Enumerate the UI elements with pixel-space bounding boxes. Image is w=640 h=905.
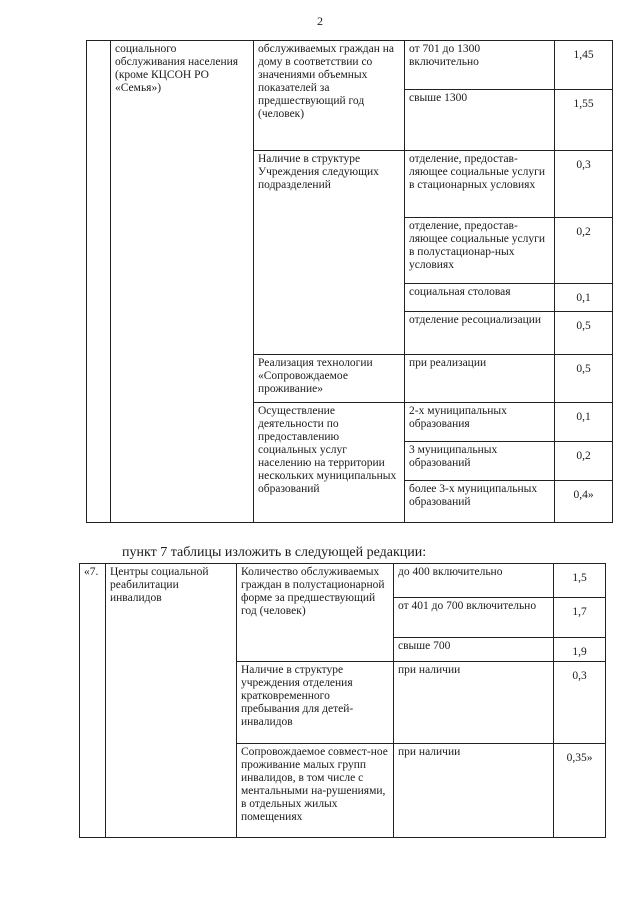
condition-cell: от 401 до 700 включительно — [394, 598, 554, 638]
criterion-cell: Сопровождаемое совмест-ное проживание малых групп инвалидов, в том числе с ментальными на-рушениями, в отдельных жилых помещениях — [237, 744, 394, 838]
condition-cell: при наличии — [394, 662, 554, 744]
criterion-cell: обслуживаемых граждан на дому в соответствии со значениями объемных показателей за предшествующий год (человек) — [254, 41, 405, 151]
condition-cell: до 400 включительно — [394, 564, 554, 598]
coefficient-cell: 1,5 — [554, 564, 606, 598]
condition-cell: при наличии — [394, 744, 554, 838]
condition-cell: свыше 1300 — [405, 90, 555, 151]
condition-cell: отделение, предостав-ляющее социальные услуги в полустационар-ных условиях — [405, 218, 555, 284]
coefficient-cell: 0,1 — [555, 284, 613, 312]
coefficient-cell: 0,2 — [555, 218, 613, 284]
coefficient-cell: 0,1 — [555, 403, 613, 442]
coefficients-table-continuation — [86, 40, 613, 523]
row-number-cell — [87, 41, 111, 523]
condition-cell: от 701 до 1300 включительно — [405, 41, 555, 90]
coefficient-cell: 1,7 — [554, 598, 606, 638]
coefficient-cell: 1,55 — [555, 90, 613, 151]
coefficients-table-item-7 — [79, 563, 606, 838]
row-number-cell: «7. — [80, 564, 106, 838]
coefficient-cell: 0,3 — [554, 662, 606, 744]
amendment-instruction: пункт 7 таблицы изложить в следующей редакции: — [122, 545, 427, 560]
page-number: 2 — [317, 14, 323, 28]
criterion-cell: Осуществление деятельности по предоставлению социальных услуг населению на территории нескольких муниципальных образований — [254, 403, 405, 523]
criterion-cell: Наличие в структуре Учреждения следующих подразделений — [254, 151, 405, 355]
criterion-cell: Количество обслуживаемых граждан в полустационарной форме за предшествующий год (человек) — [237, 564, 394, 662]
criterion-cell: Наличие в структуре учреждения отделения кратковременного пребывания для детей-инвалидов — [237, 662, 394, 744]
condition-cell: отделение ресоциализации — [405, 312, 555, 355]
institution-type-cell: социального обслуживания населения (кроме КЦСОН РО «Семья») — [111, 41, 254, 523]
coefficient-cell: 1,9 — [554, 638, 606, 662]
criterion-cell: Реализация технологии «Сопровождаемое проживание» — [254, 355, 405, 403]
condition-cell: 3 муниципальных образований — [405, 442, 555, 481]
condition-cell: социальная столовая — [405, 284, 555, 312]
coefficient-cell: 0,3 — [555, 151, 613, 218]
condition-cell: 2-х муниципальных образования — [405, 403, 555, 442]
coefficient-cell: 0,5 — [555, 312, 613, 355]
condition-cell: более 3-х муниципальных образований — [405, 481, 555, 523]
coefficient-cell: 0,5 — [555, 355, 613, 403]
condition-cell: при реализации — [405, 355, 555, 403]
coefficient-cell: 0,35» — [554, 744, 606, 838]
coefficient-cell: 1,45 — [555, 41, 613, 90]
coefficient-cell: 0,4» — [555, 481, 613, 523]
condition-cell: отделение, предостав-ляющее социальные услуги в стационарных условиях — [405, 151, 555, 218]
table-row — [80, 564, 606, 598]
coefficient-cell: 0,2 — [555, 442, 613, 481]
condition-cell: свыше 700 — [394, 638, 554, 662]
institution-type-cell: Центры социальной реабилитации инвалидов — [106, 564, 237, 838]
table-row — [87, 41, 613, 90]
